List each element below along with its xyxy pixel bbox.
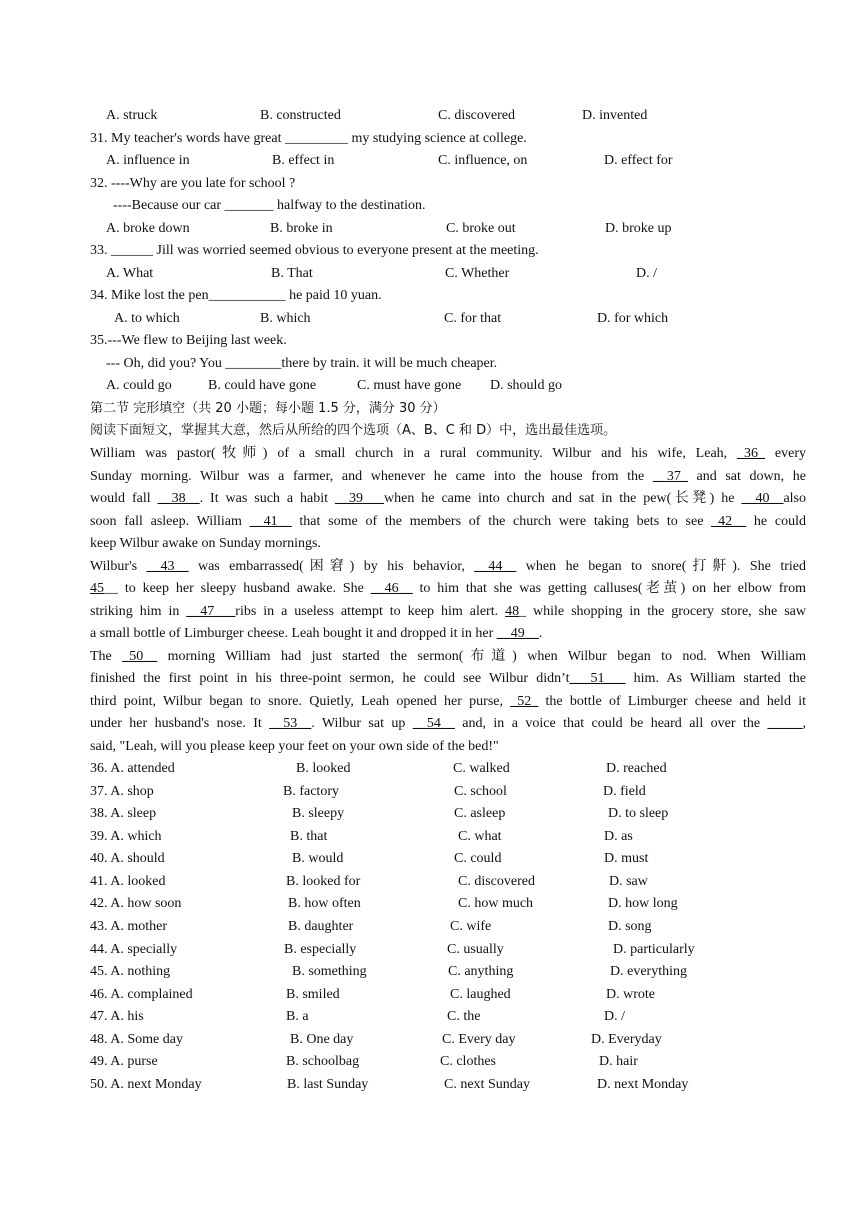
cloze-option-row xyxy=(90,984,806,1006)
option-b: B. how often xyxy=(288,896,361,911)
passage-line: William was pastor(牧师) of a small church in a rural community. Wilbur and his wife, Leah, _36_ every xyxy=(90,446,806,461)
blank-54: __54__ xyxy=(412,716,455,731)
option-a: 38. A. sleep xyxy=(90,806,157,821)
option-a: A. to which xyxy=(114,311,180,326)
option-b: B. daughter xyxy=(288,919,354,934)
option-c: C. discovered xyxy=(438,108,515,123)
passage-line: would fall __38__. It was such a habit __39___when he came into church and sat in the pew(长凳) he __40__also xyxy=(90,491,807,506)
option-d: D. everything xyxy=(610,964,687,979)
passage-line: under her husband's nose. It __53__. Wilbur sat up __54__ and, in a voice that could be heard all over the _____, xyxy=(90,716,806,731)
option-c: C. Whether xyxy=(445,266,510,281)
section-heading: 第二节 完形填空（共 20 小题；每小题 1.5 分，满分 30 分） xyxy=(90,401,446,416)
option-c: C. asleep xyxy=(454,806,506,821)
question-35-stem: 35.---We flew to Beijing last week. xyxy=(90,333,287,348)
cloze-option-row xyxy=(90,916,806,938)
option-a: 44. A. specially xyxy=(90,942,178,957)
blank-48: 48 xyxy=(505,604,520,619)
option-d: D. should go xyxy=(490,378,562,393)
blank-49: __49__ xyxy=(496,626,539,641)
blank-40: __40__ xyxy=(741,491,784,506)
option-b: B. constructed xyxy=(260,108,341,123)
option-a: 46. A. complained xyxy=(90,987,193,1002)
option-d: D. effect for xyxy=(604,153,673,168)
option-a: A. could go xyxy=(106,378,172,393)
cloze-option-row xyxy=(90,1074,806,1096)
cloze-option-row xyxy=(90,848,806,870)
option-c: C. how much xyxy=(458,896,534,911)
blank-52: _52_ xyxy=(510,694,539,709)
option-a: 37. A. shop xyxy=(90,784,154,799)
option-b: B. could have gone xyxy=(208,378,317,393)
option-b: B. sleepy xyxy=(292,806,345,821)
option-a: 40. A. should xyxy=(90,851,165,866)
blank-41: __41__ xyxy=(249,514,292,529)
cloze-option-row xyxy=(90,871,806,893)
options-row-31 xyxy=(90,150,806,172)
cloze-option-row xyxy=(90,961,806,983)
option-b: B. smiled xyxy=(286,987,340,1002)
cloze-option-row xyxy=(90,803,806,825)
option-a: A. What xyxy=(106,266,154,281)
question-32-stem: 32. ----Why are you late for school ? xyxy=(90,176,296,191)
option-d: D. invented xyxy=(582,108,648,123)
option-d: D. reached xyxy=(606,761,667,776)
option-d: D. wrote xyxy=(606,987,655,1002)
option-b: B. schoolbag xyxy=(286,1054,360,1069)
option-d: D. next Monday xyxy=(597,1077,689,1092)
cloze-option-row xyxy=(90,939,806,961)
options-row-32 xyxy=(90,218,806,240)
option-d: D. Everyday xyxy=(591,1032,662,1047)
options-row-35 xyxy=(90,375,806,397)
cloze-option-row xyxy=(90,893,806,915)
blank-45: 45 xyxy=(90,581,104,596)
blank-46: __46__ xyxy=(370,581,413,596)
cloze-option-row xyxy=(90,1006,806,1028)
question-33-stem: 33. ______ Jill was worried seemed obvious to everyone present at the meeting. xyxy=(90,243,539,258)
option-d: D. field xyxy=(603,784,646,799)
passage-line: a small bottle of Limburger cheese. Leah bought it and dropped it in her __49__. xyxy=(90,626,543,641)
option-d: D. must xyxy=(604,851,649,866)
cloze-option-row xyxy=(90,758,806,780)
option-a: 47. A. his xyxy=(90,1009,144,1024)
option-a: A. struck xyxy=(106,108,158,123)
option-c: C. discovered xyxy=(458,874,535,889)
option-d: D. song xyxy=(608,919,652,934)
question-31-stem: 31. My teacher's words have great _________ my studying science at college. xyxy=(90,131,527,146)
blank-42: _42__ xyxy=(711,514,747,529)
cloze-option-row xyxy=(90,826,806,848)
passage-line: said, "Leah, will you please keep your feet on your own side of the bed!" xyxy=(90,739,499,754)
passage-line: finished the first point in his three-point sermon, he could see Wilbur didn’t___51___ him. As William started the xyxy=(90,671,806,686)
option-a: 45. A. nothing xyxy=(90,964,171,979)
option-b: B. especially xyxy=(284,942,357,957)
option-a: 39. A. which xyxy=(90,829,162,844)
blank-43: __43__ xyxy=(146,559,189,574)
passage-line: keep Wilbur awake on Sunday mornings. xyxy=(90,536,321,551)
option-a: 42. A. how soon xyxy=(90,896,182,911)
options-row-33 xyxy=(90,263,806,285)
blank-36: _36_ xyxy=(737,446,766,461)
option-a: 36. A. attended xyxy=(90,761,175,776)
blank-37: __37_ xyxy=(652,469,688,484)
option-b: B. a xyxy=(286,1009,309,1024)
blank-38: __38__ xyxy=(157,491,200,506)
option-d: D. particularly xyxy=(613,942,695,957)
option-a: 48. A. Some day xyxy=(90,1032,183,1047)
option-d: D. / xyxy=(604,1009,625,1024)
option-c: C. what xyxy=(458,829,502,844)
option-c: C. usually xyxy=(447,942,504,957)
option-c: C. wife xyxy=(450,919,492,934)
blank-53: __53__ xyxy=(269,716,312,731)
cloze-option-row xyxy=(90,1029,806,1051)
option-d: D. as xyxy=(604,829,633,844)
option-c: C. anything xyxy=(448,964,514,979)
blank-47: __47___ xyxy=(186,604,236,619)
passage-line: striking him in __47___ribs in a useless attempt to keep him alert. 48_ while shopping in the grocery store, she saw xyxy=(90,604,806,619)
option-d: D. to sleep xyxy=(608,806,669,821)
option-b: B. looked for xyxy=(286,874,361,889)
option-c: C. laughed xyxy=(450,987,511,1002)
option-c: C. for that xyxy=(444,311,502,326)
option-a: A. broke down xyxy=(106,221,190,236)
blank-51: ___51___ xyxy=(569,671,626,686)
question-34-stem: 34. Mike lost the pen___________ he paid 10 yuan. xyxy=(90,288,382,303)
option-c: C. walked xyxy=(453,761,510,776)
option-c: C. next Sunday xyxy=(444,1077,530,1092)
option-b: B. looked xyxy=(296,761,351,776)
option-c: C. the xyxy=(447,1009,481,1024)
question-32-stem-reply: ----Because our car _______ halfway to the destination. xyxy=(113,198,426,213)
option-d: D. saw xyxy=(609,874,648,889)
options-row-34 xyxy=(90,308,806,330)
option-c: C. broke out xyxy=(446,221,516,236)
option-c: C. school xyxy=(454,784,507,799)
option-b: B. That xyxy=(271,266,313,281)
question-35-stem-reply: --- Oh, did you? You ________there by train. it will be much cheaper. xyxy=(106,356,498,371)
passage-line: soon fall asleep. William __41__ that some of the members of the church were taking bets to see _42__ he could xyxy=(90,514,806,529)
option-d: D. / xyxy=(636,266,657,281)
option-d: D. hair xyxy=(599,1054,638,1069)
option-d: D. broke up xyxy=(605,221,672,236)
option-b: B. that xyxy=(290,829,328,844)
passage-line: Sunday morning. Wilbur was a farmer, and whenever he came into the house from the __37_ and sat down, he xyxy=(90,469,807,484)
option-c: C. influence, on xyxy=(438,153,528,168)
passage-line: The _50__ morning William had just started the sermon(布道) when Wilbur began to nod. When William xyxy=(90,649,807,664)
option-b: B. effect in xyxy=(272,153,335,168)
option-b: B. last Sunday xyxy=(287,1077,369,1092)
option-c: C. must have gone xyxy=(357,378,462,393)
passage-line: third point, Wilbur began to snore. Quietly, Leah opened her purse, _52_ the bottle of Limburger cheese and held it xyxy=(90,694,806,709)
option-b: B. factory xyxy=(283,784,339,799)
option-b: B. something xyxy=(292,964,367,979)
option-d: D. how long xyxy=(608,896,678,911)
option-c: C. could xyxy=(454,851,502,866)
blank-39: __39___ xyxy=(335,491,385,506)
option-b: B. would xyxy=(292,851,344,866)
blank-55: _____ xyxy=(767,716,803,731)
option-b: B. which xyxy=(260,311,311,326)
option-a: 41. A. looked xyxy=(90,874,166,889)
options-row-30 xyxy=(90,105,806,127)
option-d: D. for which xyxy=(597,311,669,326)
section-instruction: 阅读下面短文，掌握其大意，然后从所给的四个选项（A、B、C 和 D）中，选出最佳选项。 xyxy=(90,423,617,438)
option-b: B. broke in xyxy=(270,221,333,236)
option-a: 43. A. mother xyxy=(90,919,167,934)
passage-line: Wilbur's __43__ was embarrassed(困窘) by his behavior, __44__ when he began to snore(打鼾). She tried xyxy=(90,559,806,574)
option-b: B. One day xyxy=(290,1032,354,1047)
cloze-option-row xyxy=(90,1051,806,1073)
passage-line: 45__ to keep her sleepy husband awake. She __46__ to him that she was getting calluses(老茧) on her elbow from xyxy=(90,581,806,596)
cloze-option-row xyxy=(90,781,806,803)
blank-44: __44__ xyxy=(474,559,517,574)
option-c: C. clothes xyxy=(440,1054,496,1069)
option-a: 50. A. next Monday xyxy=(90,1077,202,1092)
option-a: A. influence in xyxy=(106,153,190,168)
option-a: 49. A. purse xyxy=(90,1054,158,1069)
blank-50: _50__ xyxy=(122,649,158,664)
option-c: C. Every day xyxy=(442,1032,516,1047)
